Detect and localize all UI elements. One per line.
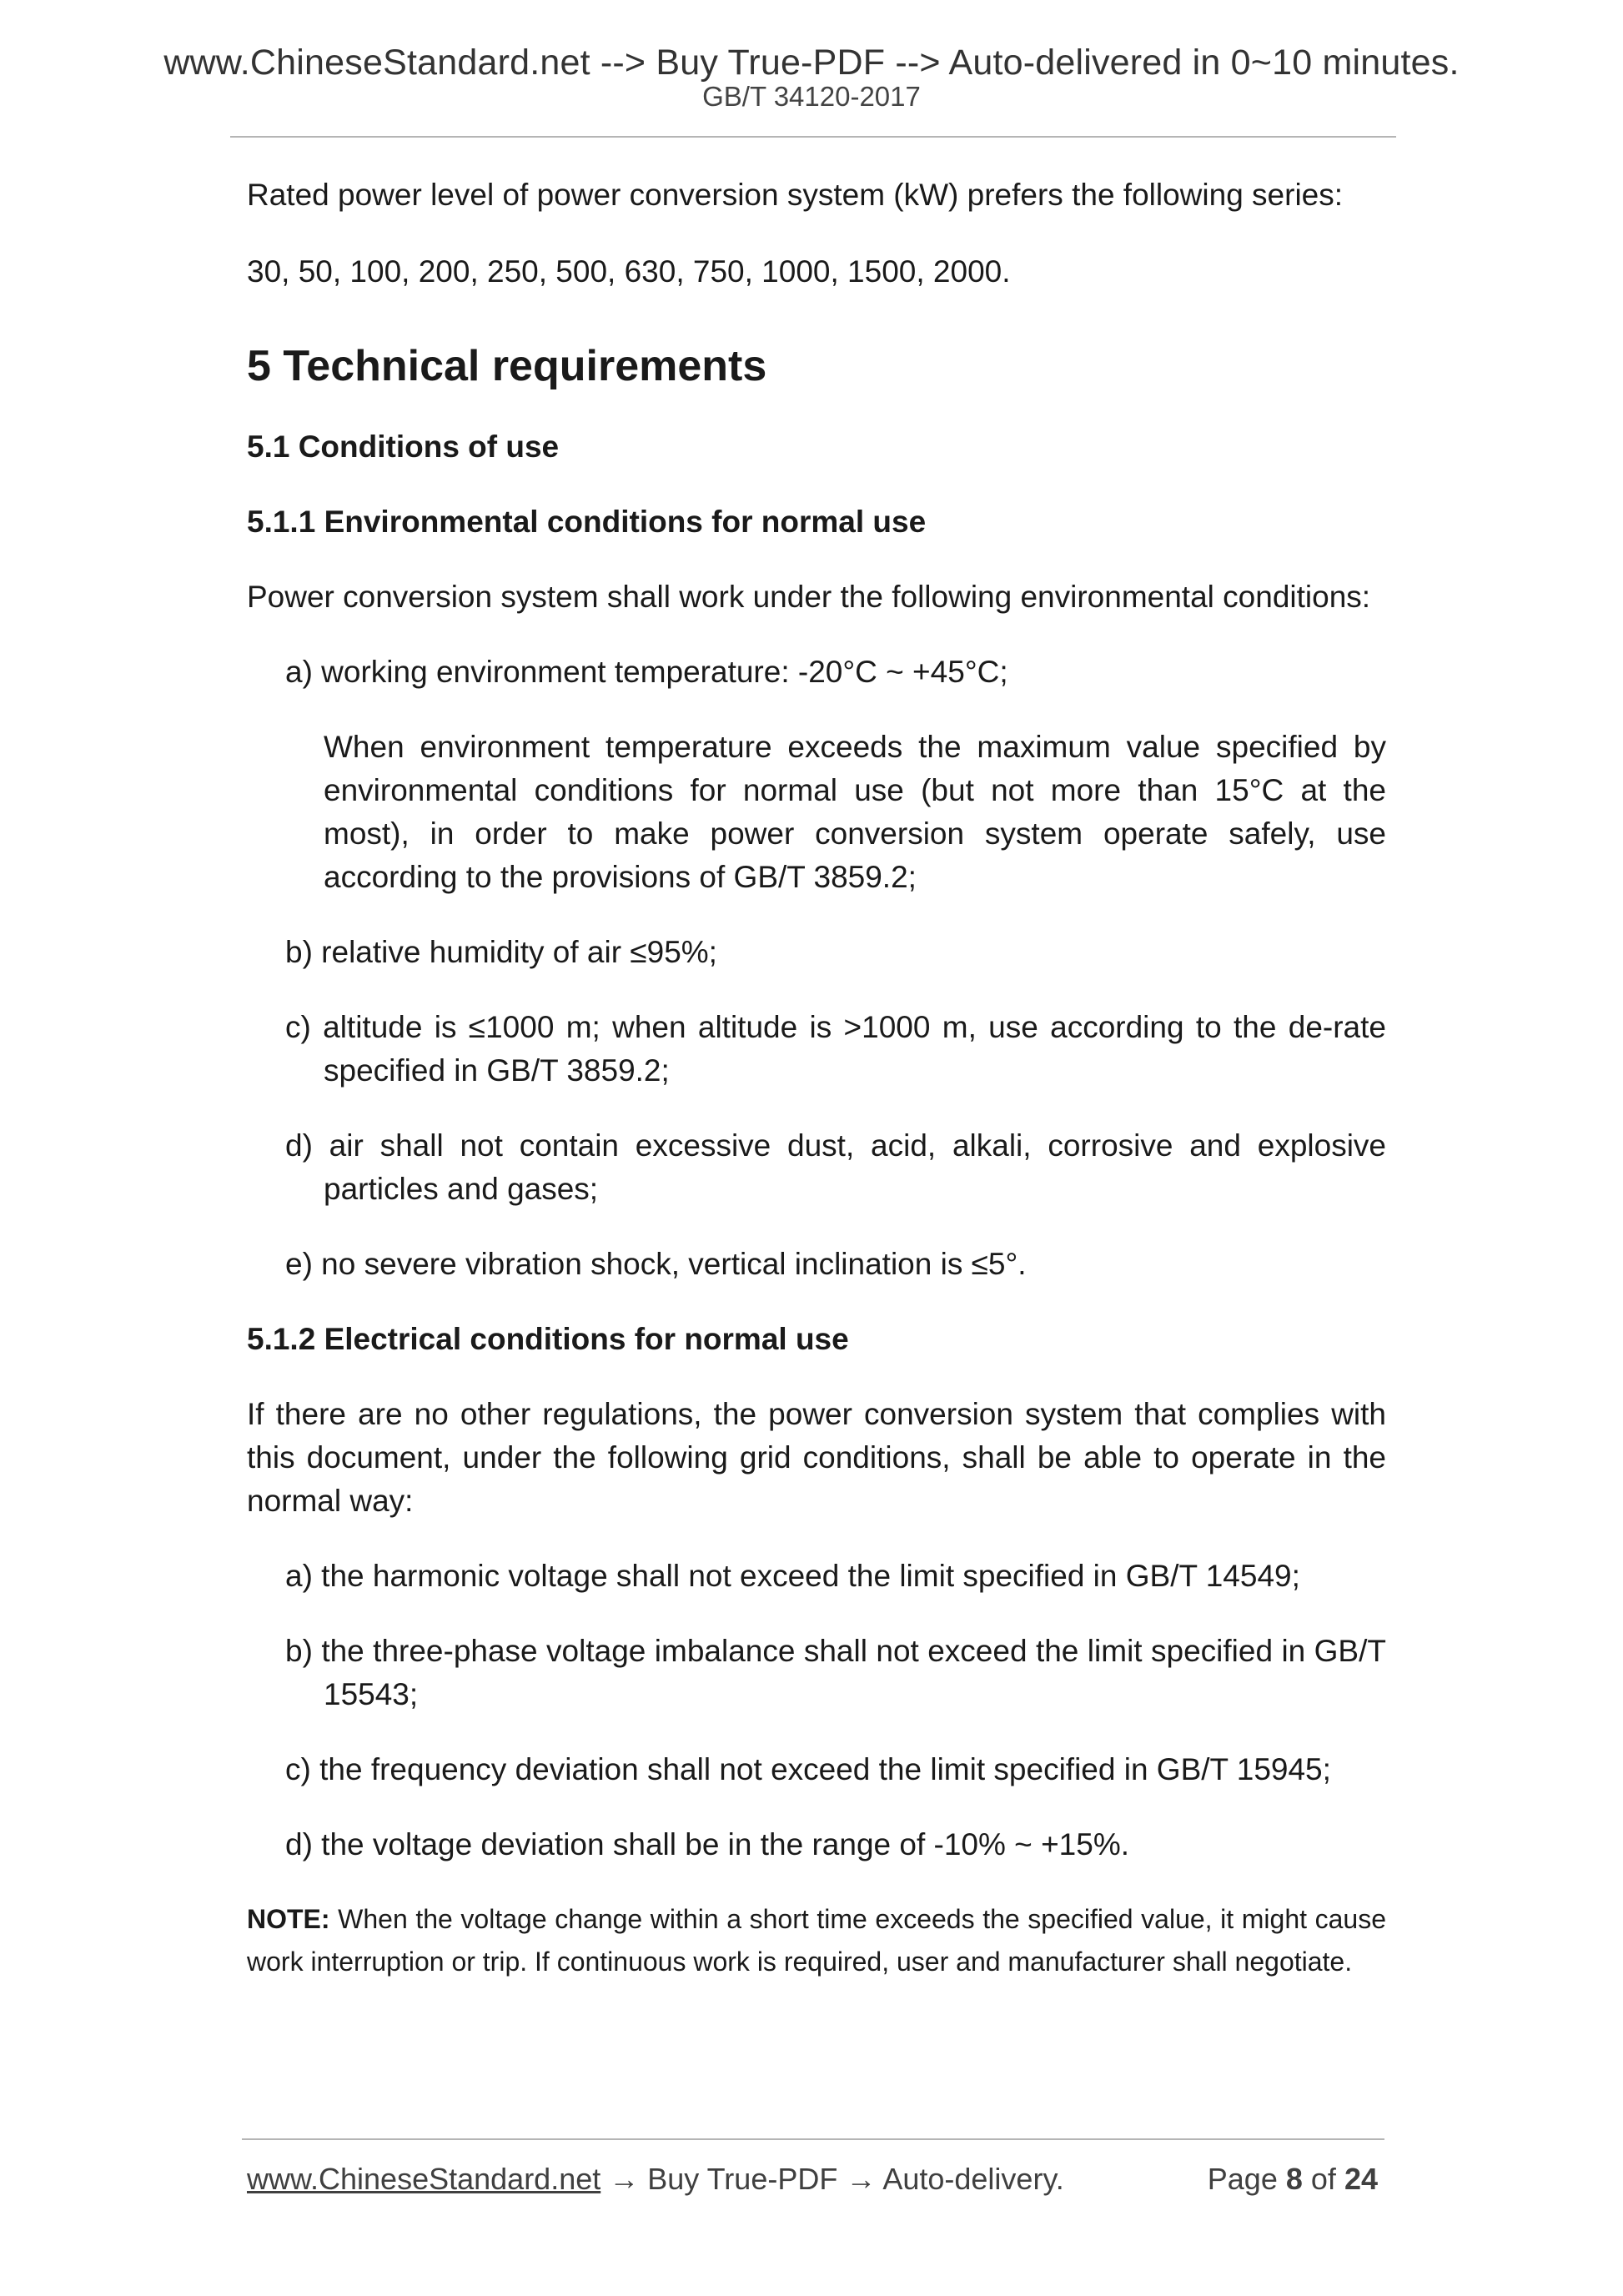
env-item-c: c) altitude is ≤1000 m; when altitude is >1000 m, use according to the de-rate specified in GB/T 3859.2; [285,1010,1386,1088]
section-5-1-heading: 5.1 Conditions of use [247,430,560,464]
note-label: NOTE: [247,1904,330,1934]
elec-item-c: c) the frequency deviation shall not exceed the limit specified in GB/T 15945; [285,1752,1331,1786]
elec-item-b: b) the three-phase voltage imbalance shall not exceed the limit specified in GB/T 15543; [285,1634,1386,1711]
standard-id: GB/T 34120-2017 [702,81,921,112]
page-total: 24 [1344,2162,1378,2196]
top-banner: www.ChineseStandard.net --> Buy True-PDF --> Auto-delivered in 0~10 minutes. [163,43,1460,83]
intro-line: Rated power level of power conversion system (kW) prefers the following series: [247,178,1344,212]
env-item-b: b) relative humidity of air ≤95%; [285,935,717,969]
footer-site-link[interactable]: www.ChineseStandard.net [247,2162,601,2196]
note-text: When the voltage change within a short time exceeds the specified value, it might cause work interruption or trip. If continuous work is required, user and manufacturer shall negotiate. [247,1904,1387,1977]
page-label: Page [1207,2162,1278,2196]
footer-divider [242,2138,1384,2140]
section-5-1-2-intro: If there are no other regulations, the power conversion system that complies with this document, under the following grid conditions, shall be able to operate in the normal way: [247,1397,1386,1518]
page-content [247,173,1386,1983]
power-series-line: 30, 50, 100, 200, 250, 500, 630, 750, 1000, 1500, 2000. [247,254,1011,289]
env-item-e: e) no severe vibration shock, vertical inclination is ≤5°. [285,1247,1027,1281]
footer-left [247,2158,1064,2200]
of-label: of [1310,2162,1336,2196]
note-paragraph [247,1898,1386,1983]
section-5-1-1-intro: Power conversion system shall work under the following environmental conditions: [247,580,1371,614]
footer-tagline: → Buy True-PDF → Auto-delivery. [609,2162,1064,2196]
page-footer [247,2158,1378,2200]
section-5-1-1-heading: 5.1.1 Environmental conditions for normal use [247,505,927,539]
elec-item-a: a) the harmonic voltage shall not exceed the limit specified in GB/T 14549; [285,1559,1300,1593]
env-item-a: a) working environment temperature: -20°C ~ +45°C; [285,655,1008,689]
env-item-d: d) air shall not contain excessive dust, acid, alkali, corrosive and explosive particles and gases; [285,1128,1386,1206]
elec-item-d: d) the voltage deviation shall be in the range of -10% ~ +15%. [285,1827,1130,1861]
page-indicator [1208,2158,1378,2200]
section-5-heading: 5 Technical requirements [247,342,767,390]
section-5-1-2-heading: 5.1.2 Electrical conditions for normal use [247,1322,849,1356]
header-divider [230,136,1396,138]
env-item-a-detail: When environment temperature exceeds the maximum value specified by environmental conditions for normal use (but not more than 15°C at the most), in order to make power conversion system operate safely, use according to the provisions of GB/T 3859.2; [324,730,1386,894]
page-number: 8 [1285,2162,1303,2196]
